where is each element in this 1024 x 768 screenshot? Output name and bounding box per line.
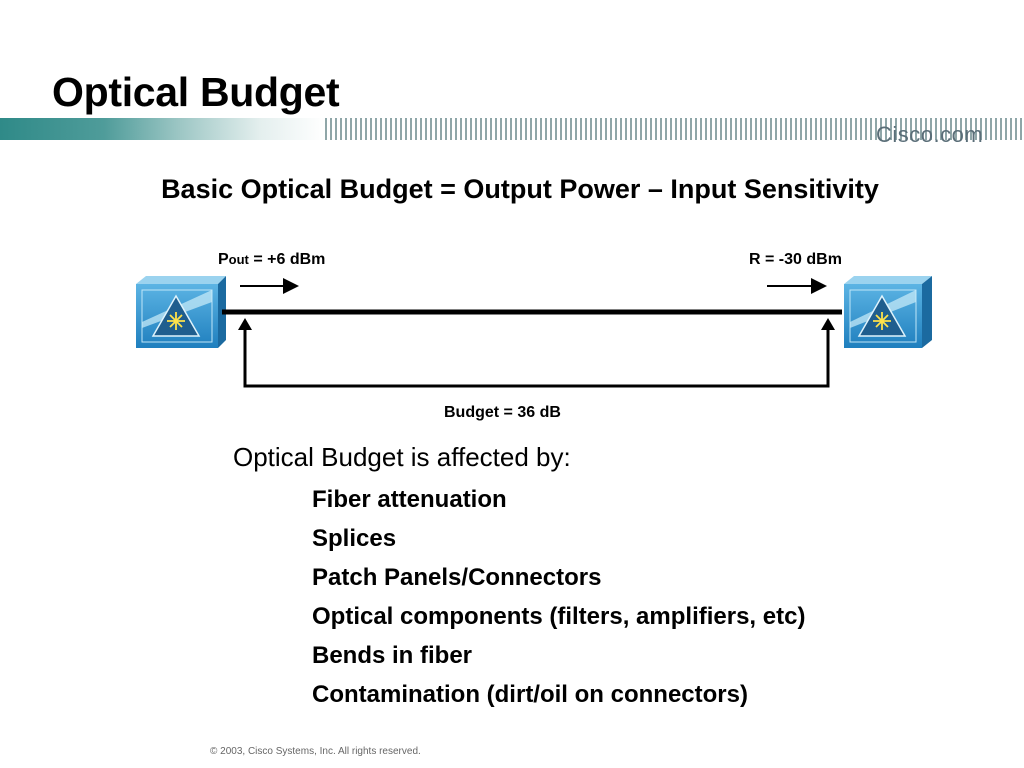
list-item: Splices <box>312 525 397 552</box>
header-banner <box>0 118 1024 150</box>
budget-bracket <box>245 330 828 386</box>
list-item: Optical components (filters, amplifiers, etc) <box>312 603 806 630</box>
list-item: Patch Panels/Connectors <box>312 564 602 591</box>
page-title: Optical Budget <box>52 69 340 115</box>
receiver-sensitivity-label: R = -30 dBm <box>749 251 842 268</box>
optical-switch-icon <box>844 276 932 348</box>
factors-list <box>312 480 805 714</box>
bracket-arrow-right <box>821 318 835 330</box>
budget-label: Budget = 36 dB <box>444 404 561 421</box>
output-power-label: Pout = +6 dBm <box>218 251 326 268</box>
copyright-footer: © 2003, Cisco Systems, Inc. All rights reserved. <box>210 746 421 757</box>
cisco-logo: Cisco.com <box>876 122 984 147</box>
list-item: Bends in fiber <box>312 642 473 669</box>
optical-switch-icon <box>136 276 226 348</box>
list-item: Fiber attenuation <box>312 486 507 513</box>
bracket-arrow-left <box>238 318 252 330</box>
list-item: Contamination (dirt/oil on connectors) <box>312 681 748 708</box>
formula-subtitle: Basic Optical Budget = Output Power – Input Sensitivity <box>161 174 879 204</box>
affected-heading: Optical Budget is affected by: <box>233 442 571 472</box>
